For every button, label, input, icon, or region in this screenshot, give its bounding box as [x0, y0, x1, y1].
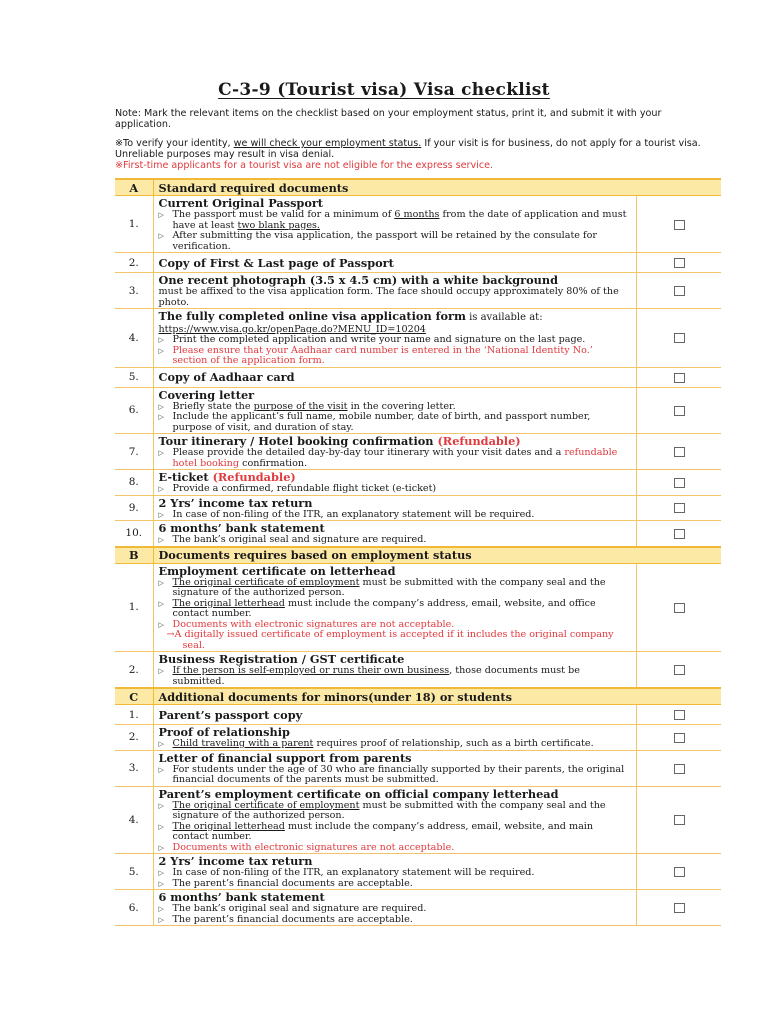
checkbox-cell: [637, 309, 721, 368]
triangle-bullet-icon: ▷: [158, 905, 164, 913]
item-body: [153, 786, 637, 854]
bullet-text: The parent’s financial documents are acceptable.: [172, 913, 413, 925]
bullet-text: Print the completed application and write your name and signature on the last page.: [172, 334, 586, 345]
item-bullet: [159, 578, 631, 599]
checkbox-icon[interactable]: [674, 764, 685, 774]
bullet-text: The bank’s original seal and signature are required.: [172, 534, 427, 545]
checkbox-cell: [637, 521, 721, 547]
item-bullet: [159, 630, 631, 651]
item-title-text: 2 Yrs’ income tax return: [158, 854, 313, 868]
refundable-label: (Refundable): [208, 470, 296, 484]
page-title: [0, 80, 768, 100]
section-header: [115, 547, 721, 564]
item-title-note: is available at:: [465, 312, 543, 323]
item-bullet: [159, 231, 631, 252]
triangle-bullet-icon: ▷: [158, 801, 164, 810]
triangle-bullet-icon: ▷: [158, 879, 164, 888]
item-title-text: Tour itinerary / Hotel booking confirmation: [158, 434, 434, 448]
note-line-2-underlined: we will check your employment status.: [233, 138, 422, 149]
triangle-bullet-icon: ▷: [158, 211, 164, 219]
checklist-item: [115, 750, 721, 786]
triangle-bullet-icon: ▷: [158, 915, 164, 924]
item-body: [153, 387, 637, 434]
triangle-bullet-icon: ▷: [158, 578, 164, 587]
checkbox-cell: [637, 434, 721, 470]
checkbox-icon[interactable]: [674, 406, 685, 416]
item-bullet: [159, 510, 631, 521]
bullet-text: from the date of application and must have at least: [172, 209, 627, 231]
bullet-text: Documents with electronic signatures are not acceptable.: [172, 841, 455, 853]
checkbox-icon[interactable]: [674, 529, 685, 539]
item-title-text: Parent’s employment certificate on official company letterhead: [158, 786, 559, 801]
checklist-item: [115, 652, 721, 689]
triangle-bullet-icon: ▷: [158, 346, 164, 355]
bullet-text: requires proof of relationship, such as a birth certificate.: [313, 738, 594, 749]
item-title-text: Copy of Aadhaar card: [158, 370, 295, 384]
item-number: 10.: [115, 521, 153, 547]
checklist-item: [115, 563, 721, 652]
triangle-bullet-icon: ▷: [158, 740, 164, 748]
item-bullet: [159, 484, 631, 495]
checkbox-cell: [637, 387, 721, 434]
item-number: 1.: [115, 563, 153, 652]
item-number: 6.: [115, 387, 153, 434]
checklist-item: [115, 470, 721, 496]
item-title: [159, 371, 631, 384]
bullet-text: After submitting the visa application, the passport will be retained by the consulate for verification.: [172, 230, 597, 252]
bullet-text: Include the applicant’s full name, mobile number, date of birth, and passport number, purpose of visit, and duration of stay.: [172, 411, 591, 433]
bullet-text: For students under the age of 30 who are financially supported by their parents, the original financial documents of the parents must be submitted.: [172, 763, 625, 785]
bullet-text-underlined: The original certificate of employment: [172, 576, 360, 588]
triangle-bullet-icon: ▷: [158, 869, 164, 877]
item-body: [153, 521, 637, 547]
checkbox-icon[interactable]: [674, 286, 685, 296]
triangle-bullet-icon: ▷: [158, 485, 164, 493]
item-bullet: [159, 599, 631, 620]
bullet-text: must include the company’s address, email, website, and main contact number.: [172, 820, 594, 842]
checklist-item: [115, 367, 721, 387]
item-title-text: One recent photograph (3.5 x 4.5 cm) with a white background: [158, 273, 558, 287]
triangle-bullet-icon: ▷: [158, 620, 164, 629]
checkbox-cell: [637, 563, 721, 652]
checkbox-icon[interactable]: [674, 867, 685, 877]
triangle-bullet-icon: ▷: [158, 413, 164, 421]
note-line-3: ※First-time applicants for a tourist visa are not eligible for the express service.: [115, 160, 494, 171]
notes: [115, 108, 715, 179]
item-title-text: E-ticket: [158, 470, 209, 484]
checklist-item: [115, 309, 721, 368]
item-bullet: [159, 879, 631, 890]
checkbox-icon[interactable]: [674, 258, 685, 268]
section-letter: A: [115, 179, 153, 196]
item-bullet: [159, 843, 631, 854]
checklist-item: [115, 890, 721, 926]
checkbox-icon[interactable]: [674, 710, 685, 720]
item-bullet: [159, 915, 631, 926]
item-number: 5.: [115, 854, 153, 890]
checklist-item: [115, 521, 721, 547]
checkbox-cell: [637, 652, 721, 689]
checkbox-icon[interactable]: [674, 815, 685, 825]
checkbox-icon[interactable]: [674, 447, 685, 457]
bullet-text: In case of non-filing of the ITR, an explanatory statement will be required.: [172, 508, 535, 520]
checkbox-cell: [637, 786, 721, 854]
item-number: 9.: [115, 495, 153, 521]
item-description: must be affixed to the visa application form. The face should occupy approximately 80% of the photo.: [158, 286, 619, 308]
item-title: [159, 310, 631, 324]
item-number: 1.: [115, 705, 153, 725]
checklist-item: [115, 854, 721, 890]
note-line-2-suffix: If your visit is for business, do not apply for a tourist visa. Unreliable purposes may result in visa denial.: [115, 138, 701, 160]
item-bullet: [159, 739, 631, 750]
item-body: [153, 470, 637, 496]
item-bullet: [159, 448, 631, 469]
bullet-text: must be submitted with the company seal and the signature of the authorized person.: [172, 576, 606, 598]
item-bullet: [159, 801, 631, 822]
bullet-text: The bank’s original seal and signature are required.: [172, 903, 427, 914]
checklist-item: [115, 434, 721, 470]
bullet-text: The parent’s financial documents are acceptable.: [172, 877, 413, 889]
item-bullet: [159, 412, 631, 433]
item-number: 3.: [115, 273, 153, 309]
checkbox-icon[interactable]: [674, 903, 685, 913]
item-number: 4.: [115, 786, 153, 854]
item-bullet: [159, 822, 631, 843]
note-line-2: [115, 138, 715, 160]
bullet-text: must include the company’s address, email, website, and office contact number.: [172, 597, 596, 619]
checkbox-cell: [637, 854, 721, 890]
checkbox-icon[interactable]: [674, 333, 685, 343]
bullet-text-underlined: two blank pages.: [237, 219, 320, 231]
item-number: 1.: [115, 196, 153, 253]
checkbox-cell: [637, 705, 721, 725]
bullet-text: →A digitally issued certificate of employment is accepted if it includes the original company seal.: [166, 629, 614, 651]
item-number: 7.: [115, 434, 153, 470]
bullet-text: Please provide the detailed day-by-day tour itinerary with your visit dates and a: [172, 447, 565, 458]
item-title-text: Current Original Passport: [158, 196, 324, 210]
bullet-text: , those documents must be submitted.: [172, 665, 580, 687]
note-line-2-prefix: ※To verify your identity,: [115, 138, 234, 149]
bullet-text: Provide a confirmed, refundable flight ticket (e-ticket): [172, 483, 437, 494]
bullet-text: In case of non-filing of the ITR, an explanatory statement will be required.: [172, 867, 535, 878]
item-title-text: 6 months’ bank statement: [158, 890, 325, 904]
checklist-table: [115, 178, 721, 926]
checklist-item: [115, 196, 721, 253]
item-body: [153, 495, 637, 521]
triangle-bullet-icon: ▷: [158, 599, 164, 608]
section-letter: C: [115, 688, 153, 705]
triangle-bullet-icon: ▷: [158, 822, 164, 831]
item-body: [153, 725, 637, 751]
bullet-text-underlined: Child traveling with a parent: [172, 738, 314, 749]
checkbox-cell: [637, 750, 721, 786]
note-line-1: Note: Mark the relevant items on the checklist based on your employment status, print it, and submit it with your application.: [115, 108, 662, 130]
item-body: [153, 434, 637, 470]
item-body: [153, 652, 637, 689]
item-number: 2.: [115, 725, 153, 751]
checkbox-cell: [637, 470, 721, 496]
checkbox-icon[interactable]: [674, 373, 685, 383]
item-title: [159, 257, 631, 270]
item-title-text: Employment certificate on letterhead: [158, 563, 396, 578]
triangle-bullet-icon: ▷: [158, 765, 164, 774]
checkbox-icon[interactable]: [674, 478, 685, 488]
section-header: [115, 688, 721, 705]
checkbox-cell: [637, 253, 721, 273]
item-body: [153, 309, 637, 368]
checklist-item: [115, 387, 721, 434]
item-number: 8.: [115, 470, 153, 496]
item-title-text: Copy of First & Last page of Passport: [158, 255, 394, 270]
triangle-bullet-icon: ▷: [158, 843, 164, 852]
item-body: [153, 854, 637, 890]
section-title: Documents requires based on employment status: [153, 547, 721, 564]
item-title-text: Covering letter: [158, 387, 255, 402]
bullet-text-underlined: The original letterhead: [172, 597, 285, 609]
section-title: Additional documents for minors(under 18) or students: [153, 688, 721, 705]
bullet-text: Please ensure that your Aadhaar card number is entered in the ‘National Identity No.’ section of the application form.: [172, 344, 593, 366]
item-bullet: [159, 346, 631, 367]
item-bullet: [159, 535, 631, 546]
checklist-item: [115, 495, 721, 521]
section-header: [115, 179, 721, 196]
bullet-text: Documents with electronic signatures are not acceptable.: [172, 618, 455, 630]
item-title-text: 2 Yrs’ income tax return: [158, 495, 313, 510]
item-title-text: Proof of relationship: [158, 725, 290, 739]
bullet-text: The passport must be valid for a minimum of: [172, 209, 395, 220]
item-bullet: [159, 666, 631, 687]
bullet-text-underlined: The original certificate of employment: [172, 799, 360, 811]
item-body: [153, 273, 637, 309]
item-title-text: Business Registration / GST certificate: [158, 652, 405, 666]
bullet-text: must be submitted with the company seal and the signature of the authorized person.: [172, 799, 606, 821]
triangle-bullet-icon: ▷: [158, 449, 164, 457]
item-number: 4.: [115, 309, 153, 368]
checkbox-icon[interactable]: [674, 733, 685, 743]
item-body: [153, 563, 637, 652]
bullet-text: Briefly state the: [172, 400, 254, 412]
item-body: [153, 705, 637, 725]
item-title-text: Parent’s passport copy: [158, 707, 303, 722]
item-number: 3.: [115, 750, 153, 786]
triangle-bullet-icon: ▷: [158, 232, 164, 240]
item-title-text: Letter of financial support from parents: [158, 750, 412, 765]
checklist-body: [115, 179, 721, 926]
item-title-text: 6 months’ bank statement: [158, 521, 325, 535]
checkbox-icon[interactable]: [674, 503, 685, 513]
bullet-text: in the covering letter.: [347, 400, 456, 412]
bullet-text-red: refundable hotel booking: [172, 447, 618, 469]
checkbox-icon[interactable]: [674, 603, 685, 613]
checklist-item: [115, 273, 721, 309]
section-title: Standard required documents: [153, 179, 721, 196]
checkbox-cell: [637, 890, 721, 926]
item-body: [153, 196, 637, 253]
triangle-bullet-icon: ▷: [158, 402, 164, 411]
checklist-item: [115, 253, 721, 273]
item-bullet: [159, 210, 631, 231]
triangle-bullet-icon: ▷: [158, 336, 164, 344]
checklist-item: [115, 786, 721, 854]
bullet-text-underlined: purpose of the visit: [253, 400, 348, 412]
checklist-item: [115, 705, 721, 725]
checkbox-cell: [637, 273, 721, 309]
item-number: 6.: [115, 890, 153, 926]
item-title: [159, 709, 631, 722]
item-number: 2.: [115, 652, 153, 689]
checkbox-cell: [637, 725, 721, 751]
checkbox-icon[interactable]: [674, 220, 685, 230]
item-number: 2.: [115, 253, 153, 273]
checkbox-cell: [637, 196, 721, 253]
triangle-bullet-icon: ▷: [158, 510, 164, 519]
checkbox-cell: [637, 367, 721, 387]
item-title-text: The fully completed online visa application form: [158, 309, 466, 323]
item-body: [153, 890, 637, 926]
item-body: [153, 750, 637, 786]
triangle-bullet-icon: ▷: [158, 667, 164, 675]
item-body: [153, 253, 637, 273]
bullet-text-underlined: The original letterhead: [172, 820, 285, 832]
item-bullet: [159, 765, 631, 786]
refundable-label: (Refundable): [433, 434, 521, 448]
section-letter: B: [115, 547, 153, 564]
application-form-link: https://www.visa.go.kr/openPage.do?MENU_ID=10204: [158, 324, 426, 335]
triangle-bullet-icon: ▷: [158, 536, 164, 544]
bullet-text-underlined: If the person is self-employed or runs their own business: [172, 665, 450, 676]
item-number: 5.: [115, 367, 153, 387]
checkbox-cell: [637, 495, 721, 521]
page-title-text: C-3-9 (Tourist visa) Visa checklist: [218, 80, 550, 100]
checkbox-icon[interactable]: [674, 665, 685, 675]
item-body: [153, 367, 637, 387]
checklist-item: [115, 725, 721, 751]
bullet-text: confirmation.: [239, 457, 308, 469]
bullet-text-underlined: 6 months: [394, 209, 440, 220]
